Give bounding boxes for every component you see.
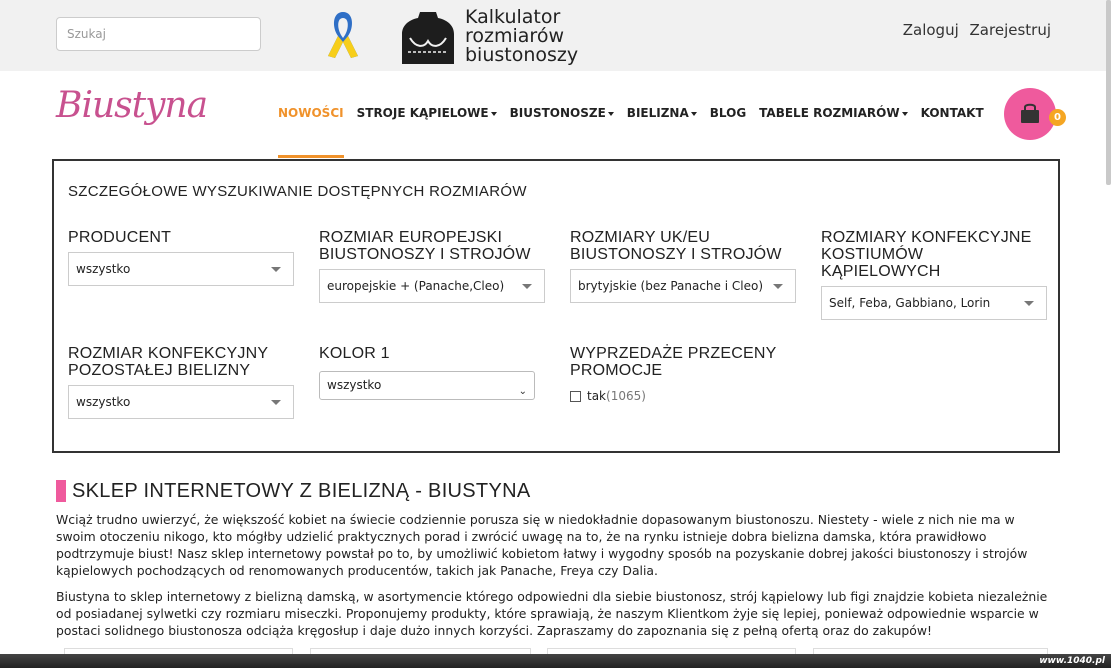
filter-rozmiar-europejski [319, 229, 545, 303]
scrollbar[interactable] [1106, 0, 1111, 185]
nav-item-tabele-rozmiarow[interactable]: TABELE ROZMIARÓW [759, 106, 907, 120]
login-link[interactable]: Zaloguj [902, 21, 959, 39]
filter-label: ROZMIARY KONFEKCYJNE KOSTIUMÓW KĄPIELOWYCH [821, 229, 1032, 280]
rozmiary-konfekcyjne-select[interactable]: Self, Feba, Gabbiano, Lorin [821, 286, 1047, 320]
dropdown-arrow-icon [522, 284, 532, 289]
auth-links [897, 21, 1051, 39]
panel-title: SZCZEGÓŁOWE WYSZUKIWANIE DOSTĘPNYCH ROZMIARÓW [68, 183, 527, 200]
checkbox-label: tak [587, 389, 607, 403]
filter-rozmiary-konfekcyjne [821, 229, 1047, 320]
size-search-panel [52, 159, 1060, 453]
dropdown-arrow-icon [271, 400, 281, 405]
watermark-text: www.1040.pl [1039, 656, 1105, 666]
calc-title-line2: rozmiarów [465, 25, 564, 47]
nav-item-blog[interactable]: BLOG [709, 106, 747, 120]
checkbox-icon[interactable] [570, 391, 581, 402]
filter-rozmiar-pozostalej-bielizny [68, 345, 294, 419]
filter-kolor [319, 345, 535, 400]
rozmiary-uk-eu-select[interactable]: brytyjskie (bez Panache i Cleo) [570, 269, 796, 303]
caret-down-icon [491, 112, 497, 116]
filter-label: WYPRZEDAŻE PRZECENY PROMOCJE [570, 345, 777, 379]
article-paragraph-2: Biustyna to sklep internetowy z bielizną damską, w asortymencie którego odpowiedni dla siebie biustonosz, strój kąpielowy lub figi znajdzie kobieta niezależnie od posiadanej sylwetki czy rozmiaru miseczki. Proponujemy produkty, które sprawiają, że naszym Klientkom żyje się lepiej, ponieważ odpowiednie wsparcie w postaci solidnego biustonosza odciąża kręgosłup i daje dużo innych korzyści. Zapraszamy do zapoznania się z pełną ofertą oraz do zakupów! [56, 589, 1048, 638]
main-nav [278, 106, 997, 120]
producent-select[interactable]: wszystko [68, 252, 294, 286]
calc-title-line3: biustonoszy [465, 44, 579, 66]
nav-item-stroje-kapielowe[interactable]: STROJE KĄPIELOWE [357, 106, 497, 120]
caret-down-icon [608, 112, 614, 116]
article-title: SKLEP INTERNETOWY Z BIELIZNĄ - BIUSTYNA [72, 479, 531, 502]
nav-item-biustonosze[interactable]: BIUSTONOSZE [510, 106, 614, 120]
nav-item-nowosci[interactable]: NOWOŚCI [278, 106, 344, 120]
filter-label: ROZMIAR KONFEKCYJNY POZOSTAŁEJ BIELIZNY [68, 345, 268, 379]
site-logo[interactable]: Biustyna [56, 85, 208, 126]
filter-wyprzedaze [570, 345, 796, 403]
article-paragraph-1: Wciąż trudno uwierzyć, że większość kobiet na świecie codziennie porusza się w niedokładnie dopasowanym biustonoszu. Niestety - wiele z nich nie ma w swoim otoczeniu nikogo, kto mógłby udzielić praktycznych porad i zwrócić uwagę na to, że na rynku istnieje dobra bielizna damska, która prawidłowo podtrzymuje biust! Nasz sklep internetowy powstał po to, by umożliwić kobietom łatwy i wygodny sposób na pozyskanie dobrej jakości biustonoszy i strojów kąpielowych pochodzących od renomowanych producentów, takich jak Panache, Freya czy Dalia. [56, 512, 1028, 578]
bra-calculator-logo[interactable] [398, 8, 598, 70]
ukraine-ribbon-icon [324, 8, 362, 64]
register-link[interactable]: Zarejestruj [969, 21, 1051, 39]
watermark-bar [0, 654, 1111, 668]
dropdown-arrow-icon [1024, 301, 1034, 306]
cart-count-badge: 0 [1049, 109, 1066, 126]
filter-label: KOLOR 1 [319, 345, 390, 362]
rozmiar-bielizny-select[interactable]: wszystko [68, 385, 294, 419]
rozmiar-europejski-select[interactable]: europejskie + (Panache,Cleo) [319, 269, 545, 303]
filter-producent [68, 229, 294, 286]
kolor-select[interactable]: wszystko ⌄ [319, 371, 535, 400]
filter-label: ROZMIARY UK/EU BIUSTONOSZY I STROJÓW [570, 229, 782, 263]
calc-title-line1: Kalkulator [465, 6, 561, 28]
nav-item-kontakt[interactable]: KONTAKT [920, 106, 984, 120]
dropdown-arrow-icon [271, 267, 281, 272]
chevron-down-icon: ⌄ [518, 386, 527, 397]
top-bar [0, 0, 1111, 71]
filter-label: ROZMIAR EUROPEJSKI BIUSTONOSZY I STROJÓW [319, 229, 531, 263]
promo-checkbox[interactable] [570, 389, 796, 403]
heading-accent-bar [56, 480, 66, 502]
nav-item-bielizna[interactable]: BIELIZNA [627, 106, 697, 120]
caret-down-icon [902, 112, 908, 116]
cart-button[interactable] [1004, 88, 1061, 140]
filter-label: PRODUCENT [68, 229, 172, 246]
mannequin-icon [398, 8, 458, 68]
filter-rozmiary-uk-eu [570, 229, 796, 303]
article-heading [56, 480, 530, 502]
caret-down-icon [691, 112, 697, 116]
search-input[interactable] [56, 17, 261, 51]
dropdown-arrow-icon [773, 284, 783, 289]
checkbox-count: (1065) [606, 389, 646, 403]
shopping-bag-icon [1019, 102, 1041, 124]
